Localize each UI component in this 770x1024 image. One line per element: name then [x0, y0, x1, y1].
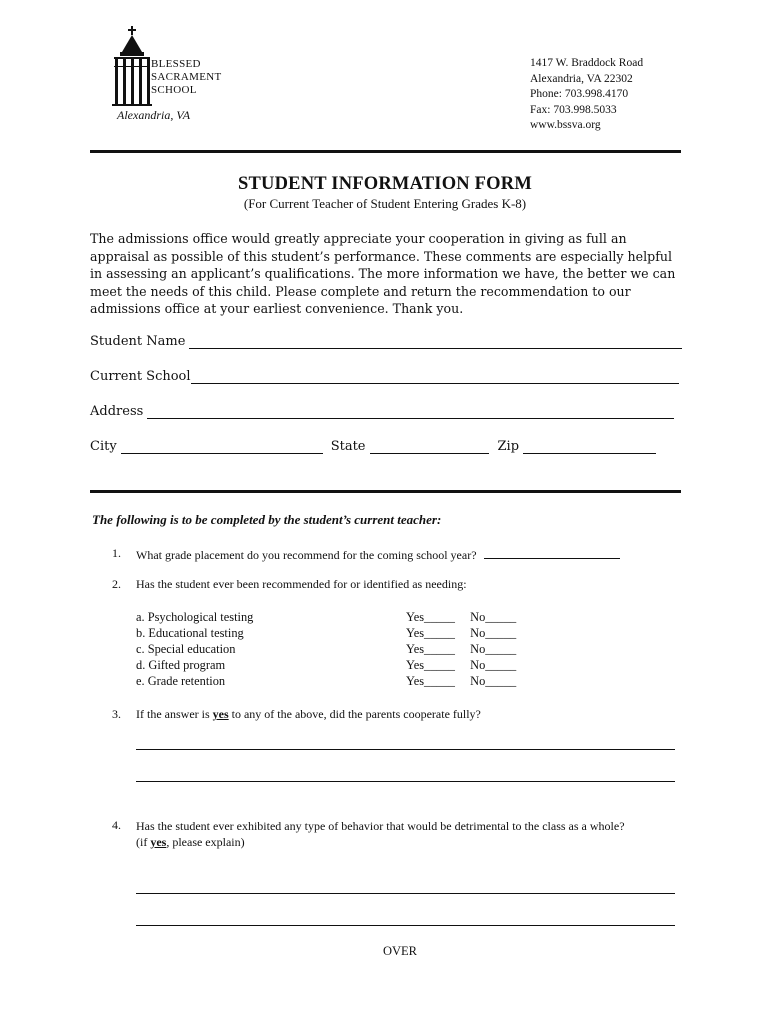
- student-name-label: Student Name: [90, 334, 186, 349]
- address-row: [90, 404, 674, 419]
- section-divider: [90, 490, 681, 493]
- question-3-text: If the answer is yes to any of the above, did the parents cooperate fully?: [136, 707, 481, 721]
- item-grade-retention-answers: [406, 674, 516, 689]
- question-4-text: Has the student ever exhibited any type of behavior that would be detrimental to the class as a whole? (if yes, please explain): [136, 819, 625, 849]
- address-label: Address: [90, 404, 144, 419]
- question-1-number: 1.: [112, 546, 121, 560]
- current-school-label: Current School: [90, 369, 191, 384]
- question-3-answer-line-1[interactable]: [136, 749, 675, 750]
- yes-option[interactable]: Yes_____: [406, 610, 456, 624]
- school-name: BLESSED SACRAMENT SCHOOL: [151, 58, 222, 96]
- no-option[interactable]: No_____: [470, 658, 517, 672]
- question-4-answer-line-1[interactable]: [136, 893, 675, 894]
- no-option[interactable]: No_____: [470, 626, 517, 640]
- state-field[interactable]: [370, 441, 489, 454]
- question-3-answer-line-2[interactable]: [136, 781, 675, 782]
- state-label: State: [330, 439, 366, 454]
- form-title: STUDENT INFORMATION FORM: [238, 174, 532, 194]
- item-educational-testing: b. Educational testing: [136, 626, 244, 640]
- item-special-education-answers: [406, 642, 516, 657]
- item-educational-testing-answers: [406, 626, 516, 641]
- question-4-number: 4.: [112, 818, 121, 832]
- item-gifted-program-answers: [406, 658, 516, 673]
- yes-option[interactable]: Yes_____: [406, 674, 456, 688]
- header-divider: [90, 150, 681, 153]
- question-3-number: 3.: [112, 707, 121, 721]
- intro-paragraph: The admissions office would greatly appreciate your cooperation in giving as full an appraisal as possible of this student’s performance. These comments are especially helpful in assessing an applicant’s qualifications. The more information we have, the better we can meet the needs of this child. Please complete and return the recommendation to our admissions office at your earliest convenience. Thank you.: [90, 231, 676, 316]
- school-city: Alexandria, VA: [117, 108, 191, 122]
- zip-label: Zip: [497, 439, 520, 454]
- student-name-row: [90, 334, 682, 349]
- form-subtitle: (For Current Teacher of Student Entering Grades K-8): [243, 196, 527, 211]
- teacher-section-heading: The following is to be completed by the student’s current teacher:: [92, 512, 442, 527]
- no-option[interactable]: No_____: [470, 674, 517, 688]
- address-field[interactable]: [147, 406, 674, 419]
- item-grade-retention: e. Grade retention: [136, 674, 226, 688]
- item-gifted-program: d. Gifted program: [136, 658, 226, 672]
- yes-option[interactable]: Yes_____: [406, 626, 456, 640]
- current-school-row: [90, 369, 679, 384]
- zip-field[interactable]: [523, 441, 656, 454]
- item-psychological-testing-answers: [406, 610, 516, 625]
- question-2-text: Has the student ever been recommended for or identified as needing:: [136, 577, 467, 591]
- page-footer-over: OVER: [382, 944, 418, 958]
- question-4-subtext: (if yes, please explain): [136, 835, 245, 849]
- city-state-zip-row: [90, 439, 656, 454]
- student-name-field[interactable]: [189, 336, 682, 349]
- question-4-answer-line-2[interactable]: [136, 925, 675, 926]
- yes-option[interactable]: Yes_____: [406, 642, 456, 656]
- no-option[interactable]: No_____: [470, 642, 517, 656]
- city-label: City: [90, 439, 117, 454]
- school-address: 1417 W. Braddock Road Alexandria, VA 22302 Phone: 703.998.4170 Fax: 703.998.5033 www.bssva.org: [530, 57, 644, 131]
- grade-placement-field[interactable]: [484, 546, 620, 559]
- current-school-field[interactable]: [191, 371, 679, 384]
- question-1-text: What grade placement do you recommend for the coming school year?: [136, 546, 620, 563]
- city-field[interactable]: [121, 441, 323, 454]
- no-option[interactable]: No_____: [470, 610, 517, 624]
- item-special-education: c. Special education: [136, 642, 236, 656]
- yes-option[interactable]: Yes_____: [406, 658, 456, 672]
- question-2-number: 2.: [112, 577, 121, 591]
- item-psychological-testing: a. Psychological testing: [136, 610, 254, 624]
